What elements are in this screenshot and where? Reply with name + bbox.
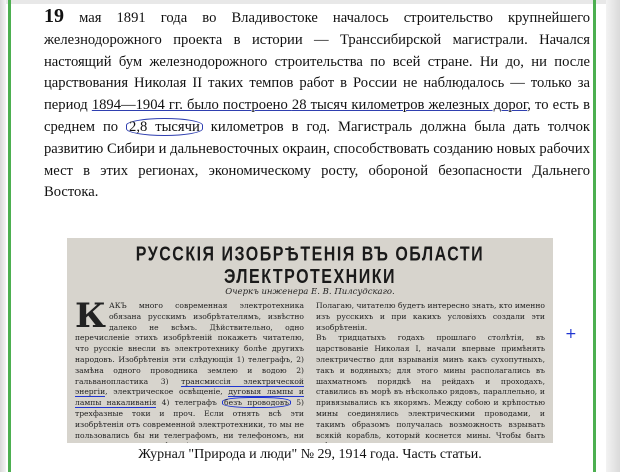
circled-average: 2,8 тысячи (126, 118, 203, 136)
article-text-2: , то есть в среднем по (44, 97, 590, 135)
scan-pen-circle: безъ проводовъ (224, 398, 289, 408)
scan-left-text-b: , электрическое освѣщеніе, (105, 387, 229, 397)
window-left-edge (0, 0, 6, 472)
scan-initial-letter: К (75, 296, 106, 336)
scan-columns (67, 297, 553, 443)
page-border-left (8, 0, 11, 472)
scan-subtitle: Очеркъ инженера Е. В. Пилсудскаго. (225, 287, 395, 297)
scan-right-text-b: Въ тридцатыхъ годахъ прошлаго столѣтія, въ царствованіе Николая I, начали впервые примѣнять электричество для взрыванія минъ какъ сухопутныхъ, такъ и водяныхъ; для этого мины располагались въ шахматномъ порядкѣ на рейдахъ и проходахъ, ставились въ морѣ въ нѣсколько рядовъ, параллельно, и привязывались къ якорямъ. Между собою и крѣпостью мины соединялись электрическими проводами, и такимъ образомъ получалась возможность взрывать всякій корабль, который коснется мины. Чтобы быть (316, 333, 545, 440)
article-text-3: километров в год. Магистраль должна была дать толчок развитию Сибири и дальневосточных окраин, способствовать созданию новых рабочих мест в этих регионах, экономическому росту, обороной безопасности Дальнего Востока. (44, 118, 590, 201)
scan-title: РУССКІЯ ИЗОБРѢТЕНІЯ ВЪ ОБЛАСТИ ЭЛЕКТРОТЕХНИКИ (135, 244, 485, 288)
scan-left-text-d: 5) трехфазные токи и проч. Если отнять всѣ эти изобрѣтенія отъ современной электротехники, то мы не пользовались бы ни телеграфомъ, ни телефономъ, ни (75, 398, 304, 440)
scan-right-text-a: Полагаю, читателю будетъ интересно знать, кто именно изъ русскихъ и при какихъ условіяхъ создали эти изобрѣтенія. (316, 301, 545, 332)
article-paragraph (44, 6, 590, 204)
article-text-1: мая 1891 года во Владивостоке началось строительство крупнейшего железнодорожного проекта в истории — Транссибирской магистрали. Начался настоящий бум железнодорожного строительства по всей стране. Ни до, ни после царствования Николая II таких темпов работ в России не наблюдалось — только за период (44, 10, 590, 114)
image-caption: Журнал "Природа и люди" № 29, 1914 года. Часть статьи. (138, 447, 482, 462)
scan-column-left (75, 296, 304, 443)
scan-pen-underline-2: дуговыя лампы и лампы накаливанія (75, 387, 304, 408)
scan-left-text-c: 4) телеграфъ (156, 398, 223, 408)
date-day: 19 (44, 5, 64, 27)
underlined-period: 1894—1904 гг. было построено (91, 97, 292, 114)
pen-plus-mark: + (565, 326, 577, 342)
page-border-right (593, 0, 596, 472)
scan-column-right (316, 301, 545, 443)
scan-pen-underline-1: трансмиссія электрической энергіи (75, 376, 304, 397)
window-top-edge (0, 0, 620, 4)
scan-left-text-a: АКЪ много современная электротехника обязана русскимъ изобрѣтателямъ, извѣстно далеко не всѣмъ. Дѣйствительно, одно перечисленіе этихъ изобрѣтеній покажетъ читателю, что русскіе внесли въ электротехнику болѣе другихъ народовъ. Изобрѣтенія эти слѣдующія 1) телеграфъ, 2) замѣна одного проводника землею и водою 2) гальванопластика 3) (75, 301, 304, 386)
window-right-edge (606, 0, 620, 472)
magazine-scan-image (67, 238, 553, 443)
underlined-km: 28 тысяч километров железных дорог (291, 97, 528, 114)
